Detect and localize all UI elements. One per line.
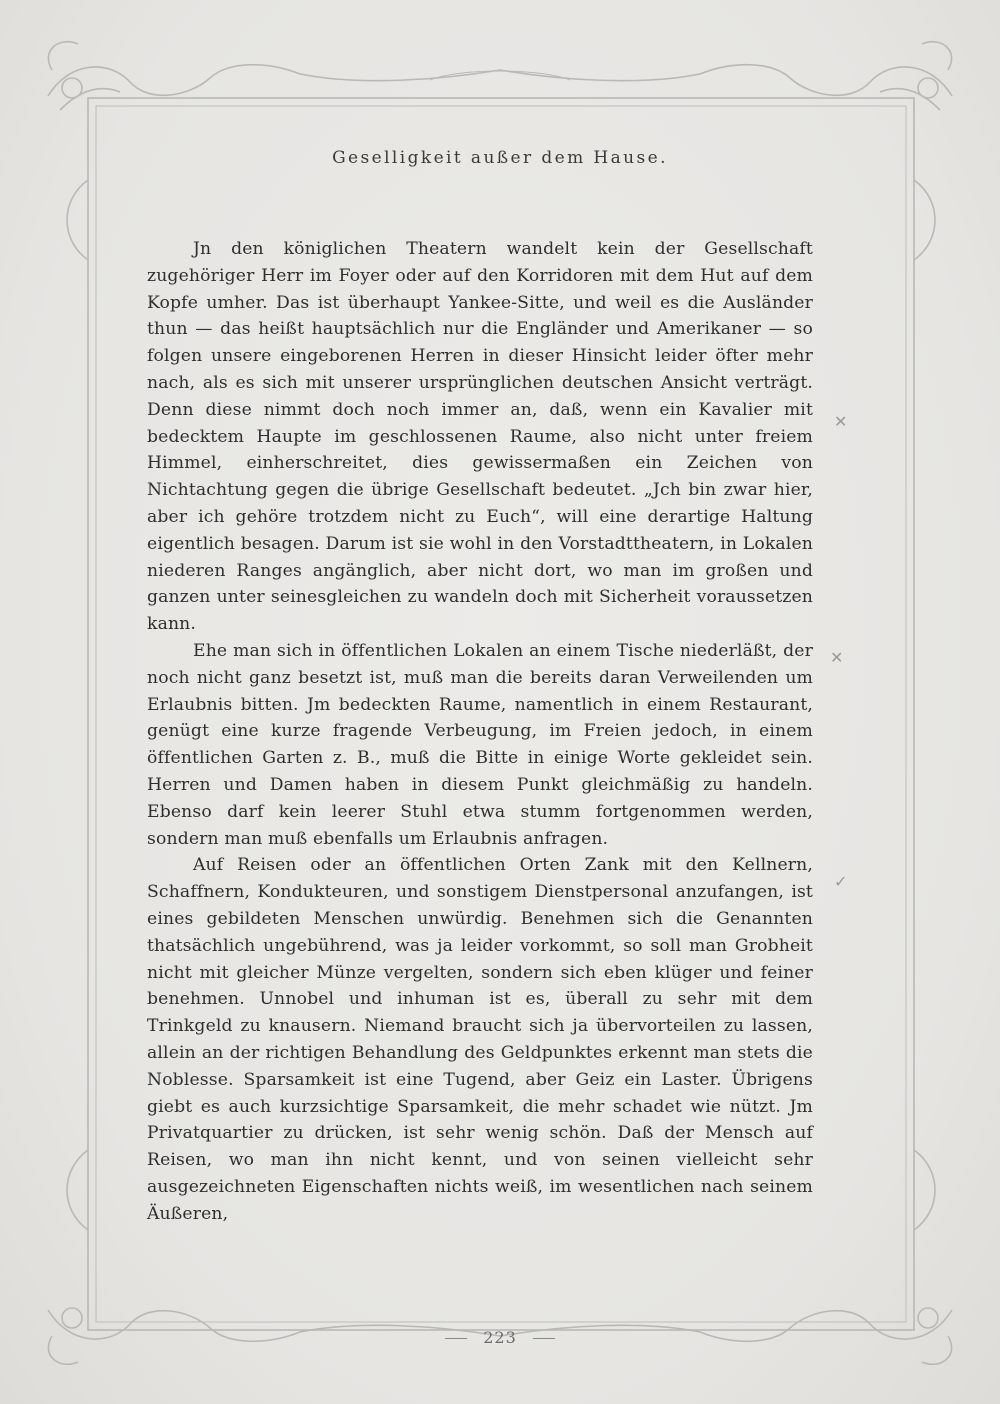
paragraph-1: Jn den königlichen Theatern wandelt kein der Gesellschaft zugehöriger Herr im Foyer oder auf den Korridoren mit dem Hut auf dem Kopfe umher. Das ist überhaupt Yankee-Sitte, und weil es die Ausländer thun — das heißt hauptsächlich nur die Engländer und Amerikaner — so folgen unsere eingeborenen Herren in dieser Hinsicht leider öfter mehr nach, als es sich mit unserer ursprünglichen deutschen Ansicht verträgt. Denn diese nimmt doch noch immer an, daß, wenn ein Kavalier mit bedecktem Haupte im geschlossenen Raume, also nicht unter freiem Himmel, einherschreitet, dies gewissermaßen ein Zeichen von Nichtachtung gegen die übrige Gesellschaft bedeutet. „Jch bin zwar hier, aber ich gehöre trotzdem nicht zu Euch“, will eine derartige Haltung eigentlich besagen. Darum ist sie wohl in den Vorstadttheatern, in Lokalen niederen Ranges angänglich, aber nicht dort, wo man im großen und ganzen unter seinesgleichen zu wandeln doch mit Sicherheit voraussetzen kann. bbox=[147, 239, 813, 635]
footer-dash-left bbox=[445, 1338, 467, 1339]
pencil-mark-icon: ✓ bbox=[834, 872, 848, 891]
paragraph-3: Auf Reisen oder an öffentlichen Orten Zank mit den Kellnern, Schaffnern, Kondukteuren, und sonstigem Dienstpersonal anzufangen, ist eines gebildeten Menschen unwürdig. Benehmen sich die Genannten thatsächlich ungebührend, was ja leider vorkommt, so soll man Grobheit nicht mit gleicher Münze vergelten, sondern sich eben klüger und feiner benehmen. Unnobel und inhuman ist es, überall zu sehr mit dem Trinkgeld zu knausern. Niemand braucht sich ja übervorteilen zu lassen, allein an der richtigen Behandlung des Geldpunktes erkennt man stets die Noblesse. Sparsamkeit ist eine Tugend, aber Geiz ein Laster. Übrigens giebt es auch kurzsichtige Sparsamkeit, die mehr schadet wie nützt. Jm Privatquartier zu drücken, ist sehr wenig schön. Daß der Mensch auf Reisen, wo man ihn nicht kennt, und von seinen vielleicht sehr ausgezeichneten Eigenschaften nichts weiß, im wesentlichen nach seinem Äußeren, bbox=[147, 855, 813, 1224]
pencil-mark-icon: ✕ bbox=[830, 648, 844, 667]
pencil-mark-icon: ✕ bbox=[834, 412, 848, 431]
page-footer bbox=[0, 1328, 1000, 1347]
body-text bbox=[147, 236, 813, 1227]
page-heading: Geselligkeit außer dem Hause. bbox=[332, 148, 668, 168]
paragraph-2: Ehe man sich in öffentlichen Lokalen an einem Tische niederläßt, der noch nicht ganz besetzt ist, muß man die bereits daran Verweilenden um Erlaubnis bitten. Jm bedeckten Raume, namentlich in einem Restaurant, genügt eine kurze fragende Verbeugung, im Freien jedoch, in einem öffentlichen Garten z. B., muß die Bitte in einige Worte gekleidet sein. Herren und Damen haben in diesem Punkt gleichmäßig zu handeln. Ebenso darf kein leerer Stuhl etwa stumm fortgenommen werden, sondern man muß ebenfalls um Erlaubnis anfragen. bbox=[147, 640, 813, 849]
page-number: 223 bbox=[483, 1328, 517, 1347]
footer-dash-right bbox=[533, 1338, 555, 1339]
